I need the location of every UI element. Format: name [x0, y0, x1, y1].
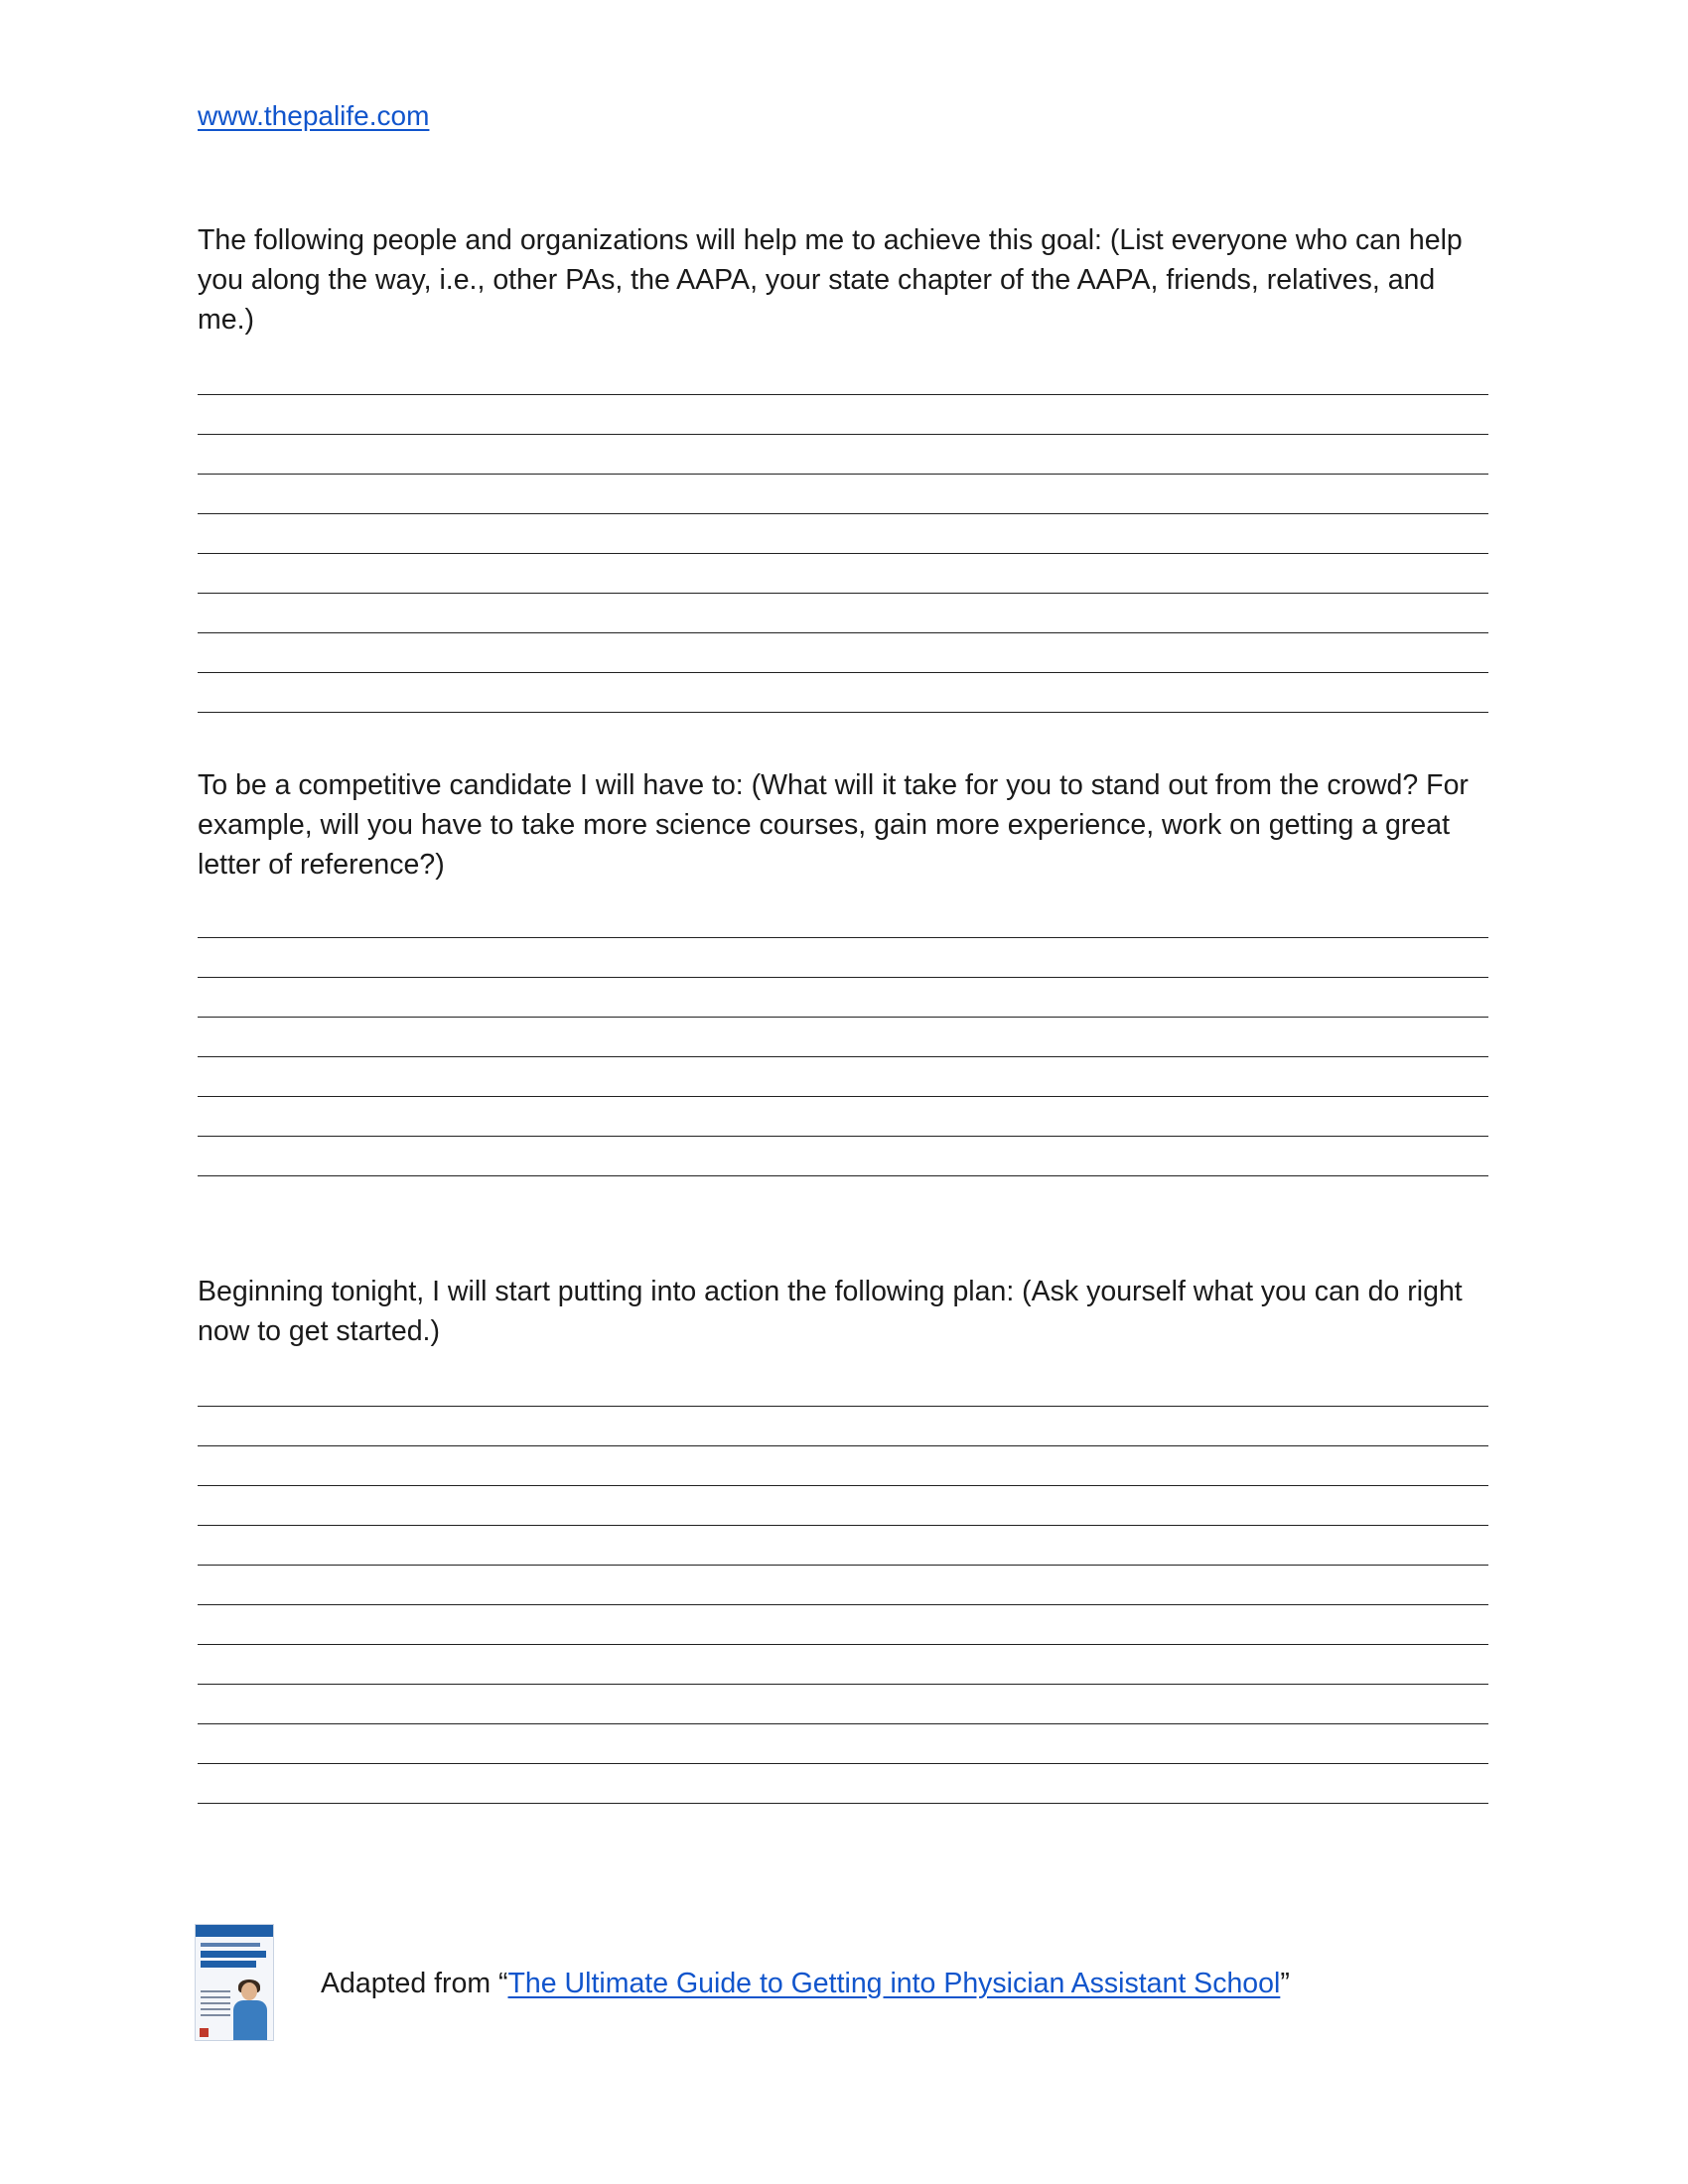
section-competitive-candidate	[198, 765, 1488, 1176]
writing-line[interactable]	[198, 1018, 1488, 1057]
writing-line[interactable]	[198, 1645, 1488, 1685]
writing-line[interactable]	[198, 355, 1488, 395]
section-prompt: The following people and organizations will help me to achieve this goal: (List everyone who can help you along the way, i.e., other PAs, the AAPA, your state chapter of the AAPA, friends, relatives, and me.)	[198, 224, 1463, 336]
website-link[interactable]: www.thepalife.com	[198, 100, 430, 131]
writing-line[interactable]	[198, 1605, 1488, 1645]
writing-line[interactable]	[198, 1057, 1488, 1097]
writing-line[interactable]	[198, 1685, 1488, 1724]
writing-lines	[198, 355, 1488, 713]
writing-line[interactable]	[198, 1446, 1488, 1486]
writing-line[interactable]	[198, 978, 1488, 1018]
attribution-prefix: Adapted from “	[321, 1968, 508, 1999]
writing-line[interactable]	[198, 1367, 1488, 1407]
writing-line[interactable]	[198, 898, 1488, 938]
writing-line[interactable]	[198, 1407, 1488, 1446]
writing-line[interactable]	[198, 395, 1488, 435]
section-prompt: To be a competitive candidate I will have to: (What will it take for you to stand out from the crowd? For example, will you have to take more science courses, gain more experience, work on getting a great letter of reference?)	[198, 769, 1469, 881]
writing-line[interactable]	[198, 938, 1488, 978]
section-prompt: Beginning tonight, I will start putting into action the following plan: (Ask yourself what you can do right now to get started.)	[198, 1276, 1463, 1347]
writing-lines	[198, 898, 1488, 1176]
section-action-plan	[198, 1272, 1488, 1804]
writing-line[interactable]	[198, 514, 1488, 554]
attribution-suffix: ”	[1280, 1968, 1290, 1999]
attribution-text	[321, 1966, 1290, 2001]
writing-line[interactable]	[198, 633, 1488, 673]
writing-line[interactable]	[198, 1764, 1488, 1804]
footer	[195, 1924, 1485, 2043]
writing-line[interactable]	[198, 673, 1488, 713]
writing-line[interactable]	[198, 1724, 1488, 1764]
writing-line[interactable]	[198, 435, 1488, 475]
writing-line[interactable]	[198, 1526, 1488, 1566]
writing-line[interactable]	[198, 1566, 1488, 1605]
writing-line[interactable]	[198, 475, 1488, 514]
writing-line[interactable]	[198, 1097, 1488, 1137]
section-support-people	[198, 220, 1488, 713]
writing-line[interactable]	[198, 1486, 1488, 1526]
book-title-link[interactable]: The Ultimate Guide to Getting into Physician Assistant School	[507, 1968, 1281, 1999]
writing-line[interactable]	[198, 554, 1488, 594]
book-cover-image	[195, 1924, 274, 2041]
writing-lines	[198, 1367, 1488, 1804]
writing-line[interactable]	[198, 1137, 1488, 1176]
writing-line[interactable]	[198, 594, 1488, 633]
